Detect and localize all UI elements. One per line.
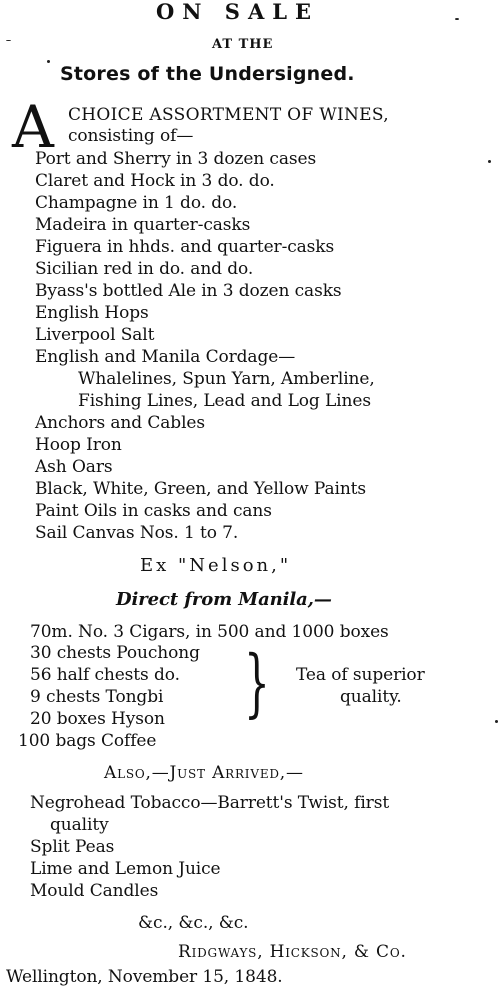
list-item: English Hops: [35, 303, 149, 323]
drop-cap: A: [12, 93, 54, 161]
intro-line-2: consisting of—: [68, 126, 194, 146]
list-item: Negrohead Tobacco—Barrett's Twist, first: [30, 793, 390, 813]
list-item: Mould Candles: [30, 881, 159, 901]
list-item: Ash Oars: [35, 457, 113, 477]
list-item: Anchors and Cables: [35, 413, 206, 433]
ink-speck: [6, 40, 11, 41]
intro-line-1: CHOICE ASSORTMENT OF WINES,: [68, 105, 389, 125]
ship-heading: Ex "Nelson,": [140, 555, 292, 576]
list-item: Sicilian red in do. and do.: [35, 259, 254, 279]
list-item: Black, White, Green, and Yellow Paints: [35, 479, 367, 499]
list-item: Hoop Iron: [35, 435, 122, 455]
dateline: Wellington, November 15, 1848.: [6, 967, 283, 987]
list-item: Paint Oils in casks and cans: [35, 501, 272, 521]
list-item: Claret and Hock in 3 do. do.: [35, 171, 275, 191]
stores-heading: Stores of the Undersigned.: [60, 63, 355, 85]
list-item: Figuera in hhds. and quarter-casks: [35, 237, 335, 257]
list-item: Split Peas: [30, 837, 115, 857]
etc-line: &c., &c., &c.: [138, 913, 249, 933]
tea-item: 20 boxes Hyson: [30, 709, 165, 729]
tea-item: 9 chests Tongbi: [30, 687, 164, 707]
tea-item: 30 chests Pouchong: [30, 643, 200, 663]
list-item: Port and Sherry in 3 dozen cases: [35, 149, 317, 169]
tea-note-line-2: quality.: [340, 687, 402, 707]
list-item: Liverpool Salt: [35, 325, 155, 345]
list-item: Champagne in 1 do. do.: [35, 193, 238, 213]
coffee-line: 100 bags Coffee: [18, 731, 157, 751]
list-item: English and Manila Cordage—: [35, 347, 296, 367]
ink-speck: [495, 720, 498, 723]
brace-glyph: }: [244, 640, 270, 726]
cordage-detail-line-2: Fishing Lines, Lead and Log Lines: [78, 391, 371, 411]
cordage-detail-line-1: Whalelines, Spun Yarn, Amberline,: [78, 369, 375, 389]
list-item: quality: [50, 815, 109, 835]
signature: Ridgways, Hickson, & Co.: [178, 942, 407, 962]
tea-note-line-1: Tea of superior: [296, 665, 425, 685]
on-sale-heading: ON SALE: [156, 0, 320, 24]
ink-speck: [455, 18, 459, 20]
list-item: Lime and Lemon Juice: [30, 859, 221, 879]
also-heading: Also,—Just Arrived,—: [104, 763, 304, 783]
ink-speck: [47, 60, 50, 63]
ship-subheading: Direct from Manila,—: [116, 589, 332, 610]
at-the-heading: AT THE: [212, 37, 274, 52]
tea-item: 56 half chests do.: [30, 665, 180, 685]
cigars-line: 70m. No. 3 Cigars, in 500 and 1000 boxes: [30, 622, 389, 642]
list-item: Sail Canvas Nos. 1 to 7.: [35, 523, 239, 543]
list-item: Madeira in quarter-casks: [35, 215, 251, 235]
list-item: Byass's bottled Ale in 3 dozen casks: [35, 281, 342, 301]
ink-speck: [488, 160, 491, 163]
